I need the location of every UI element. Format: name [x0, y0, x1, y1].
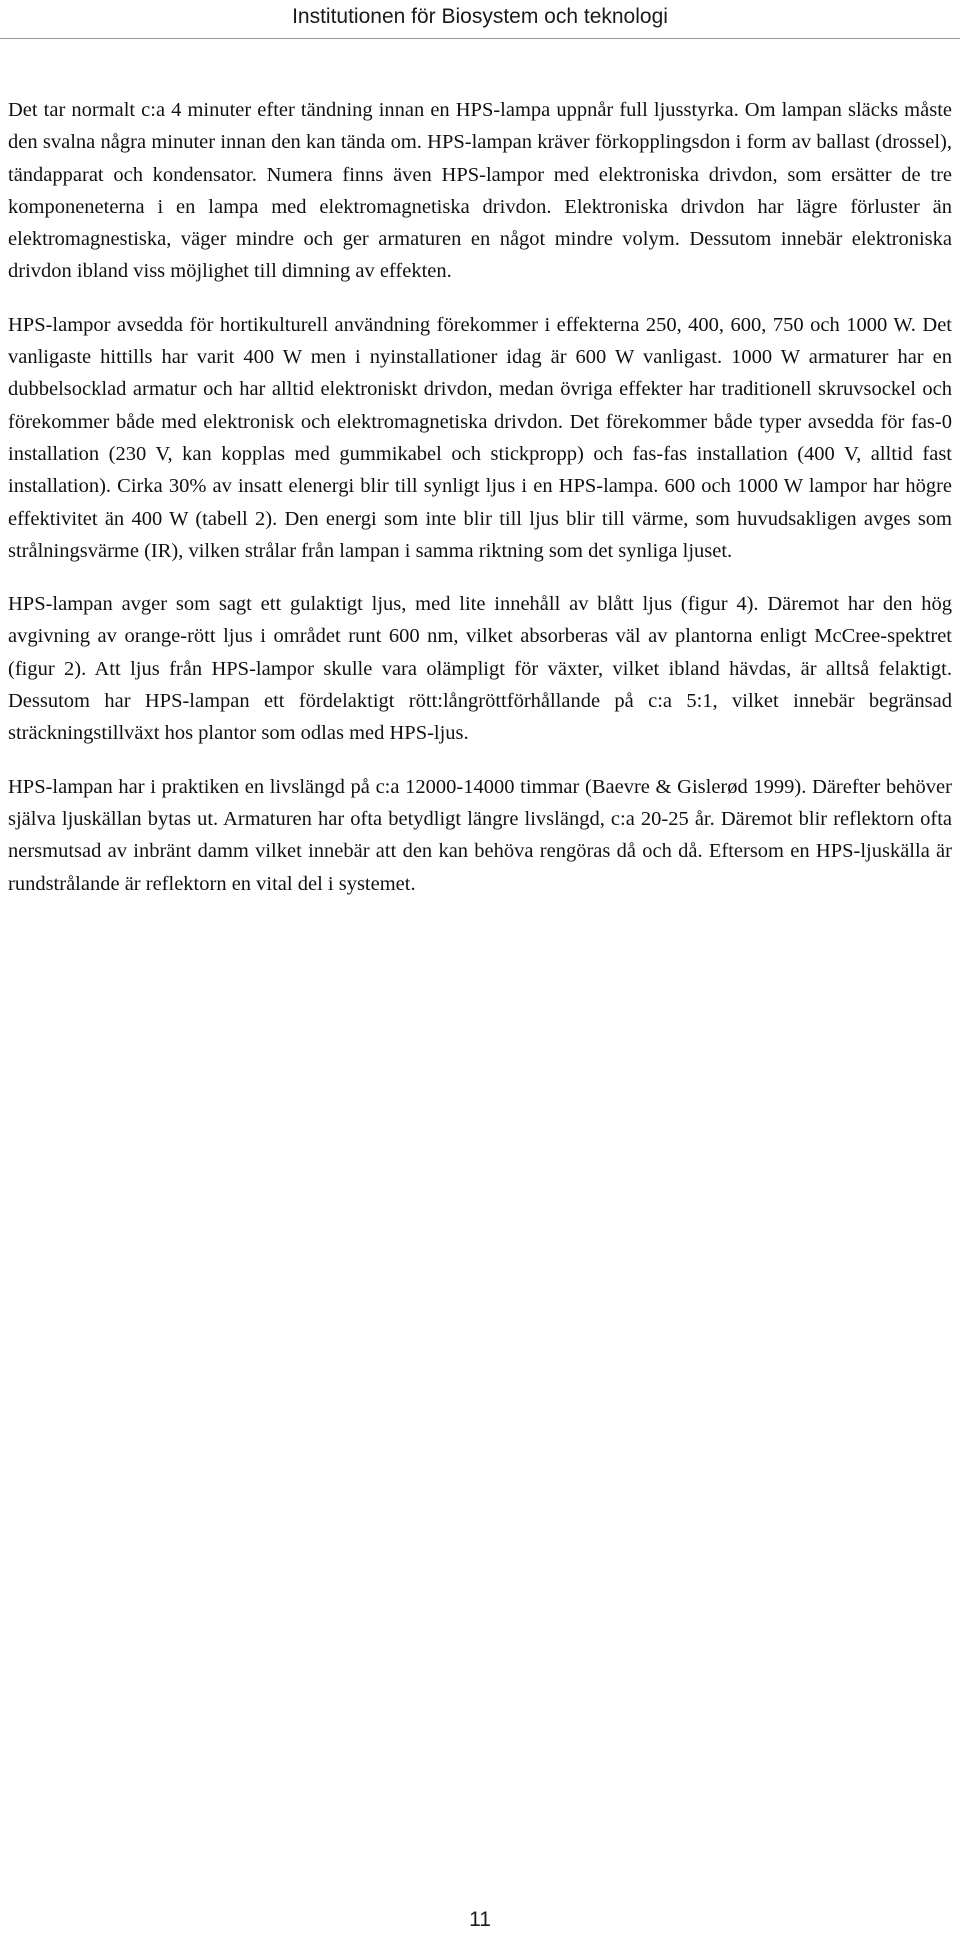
page-number: 11 — [469, 1908, 491, 1931]
header-divider — [0, 38, 960, 39]
running-header: Institutionen för Biosystem och teknologi — [292, 5, 668, 28]
paragraph-1: Det tar normalt c:a 4 minuter efter tändning innan en HPS-lampa uppnår full ljusstyrka. Om lampan släcks måste den svalna några minuter innan den kan tända om. HPS-lampan kräver förkopplingsdon i form av ballast (drossel), tändapparat och kondensator. Numera finns även HPS-lampor med elektroniska drivdon, som ersätter de tre komponeneterna i en lampa med elektromagnetiska drivdon. Elektroniska drivdon har lägre förluster än elektromagnestiska, väger mindre och ger armaturen en något mindre volym. Dessutom innebär elektroniska drivdon ibland viss möjlighet till dimning av effekten. — [8, 99, 952, 283]
paragraph-4: HPS-lampan har i praktiken en livslängd på c:a 12000-14000 timmar (Baevre & Gislerød 1999). Därefter behöver själva ljuskällan bytas ut. Armaturen har ofta betydligt längre livslängd, c:a 20-25 år. Däremot blir reflektorn ofta nersmutsad av inbränt damm vilket innebär att den kan behöva rengöras då och då. Eftersom en HPS-ljuskälla är rundstrålande är reflektorn en vital del i systemet. — [8, 775, 952, 895]
paragraph-3: HPS-lampan avger som sagt ett gulaktigt ljus, med lite innehåll av blått ljus (figur 4). Däremot har den hög avgivning av orange-rött ljus i området runt 600 nm, vilket absorberas väl av plantorna enligt McCree-spektret (figur 2). Att ljus från HPS-lampor skulle vara olämpligt för växter, vilket ibland hävdas, är alltså felaktigt. Dessutom har HPS-lampan ett fördelaktigt rött:långröttförhållande på c:a 5:1, vilket innebär begränsad sträckningstillväxt hos plantor som odlas med HPS-ljus. — [8, 593, 952, 745]
paragraph-2: HPS-lampor avsedda för hortikulturell användning förekommer i effekterna 250, 400, 600, 750 och 1000 W. Det vanligaste hittills har varit 400 W men i nyinstallationer idag är 600 W vanligast. 1000 W armaturer har en dubbelsocklad armatur och har alltid elektroniskt drivdon, medan övriga effekter har traditionell skruvsockel och förekommer både med elektronisk och elektromagnetiska drivdon. Det förekommer både typer avsedda för fas-0 installation (230 V, kan kopplas med gummikabel och stickpropp) och fas-fas installation (400 V, alltid fast installation). Cirka 30% av insatt elenergi blir till synligt ljus i en HPS-lampa. 600 och 1000 W lampor har högre effektivitet än 400 W (tabell 2). Den energi som inte blir till ljus blir till värme, som huvudsakligen avges som strålningsvärme (IR), vilken strålar från lampan i samma riktning som det synliga ljuset. — [8, 313, 952, 562]
body-text — [8, 94, 952, 921]
